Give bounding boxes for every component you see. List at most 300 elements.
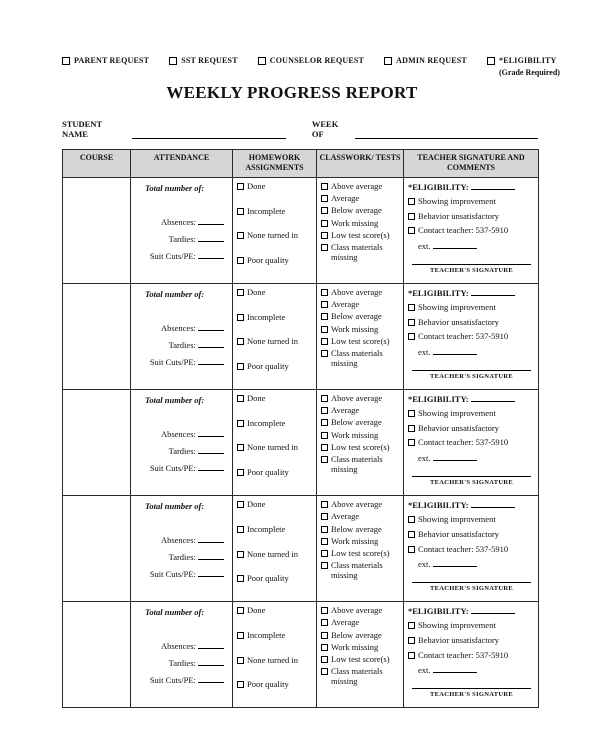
classwork-option xyxy=(321,288,400,298)
suit-cuts-field[interactable] xyxy=(198,675,224,683)
classwork-cell xyxy=(317,177,404,283)
option-label: Done xyxy=(247,180,266,191)
option-label: Average xyxy=(331,405,360,416)
suit-cuts-line xyxy=(135,675,224,685)
checkbox-icon[interactable] xyxy=(237,363,244,370)
checkbox-icon[interactable] xyxy=(408,516,415,523)
ext-field[interactable] xyxy=(433,241,477,249)
classwork-option xyxy=(321,561,400,581)
signature-field[interactable] xyxy=(412,469,531,477)
homework-cell xyxy=(233,283,317,389)
table-row xyxy=(63,602,539,708)
checkbox-icon[interactable] xyxy=(169,57,177,65)
checkbox-icon[interactable] xyxy=(321,644,328,651)
tardies-label: Tardies: xyxy=(168,445,196,456)
homework-cell xyxy=(233,495,317,601)
tardies-field[interactable] xyxy=(198,446,224,454)
course-cell[interactable] xyxy=(63,602,131,708)
homework-option xyxy=(237,182,313,192)
suit-cuts-line xyxy=(135,569,224,579)
checkbox-icon[interactable] xyxy=(321,220,328,227)
eligibility-field[interactable] xyxy=(471,394,515,402)
classwork-option xyxy=(321,206,400,216)
classwork-cell xyxy=(317,283,404,389)
suit-cuts-field[interactable] xyxy=(198,251,224,259)
classwork-option xyxy=(321,312,400,322)
teacher-option xyxy=(408,515,535,525)
suit-cuts-label: Suit Cuts/PE: xyxy=(149,250,196,261)
teacher-option xyxy=(408,332,535,342)
signature-area xyxy=(408,469,535,486)
signature-area xyxy=(408,363,535,380)
classwork-option xyxy=(321,631,400,641)
classwork-option xyxy=(321,219,400,229)
classwork-option xyxy=(321,500,400,510)
checkbox-icon[interactable] xyxy=(321,289,328,296)
checkbox-icon[interactable] xyxy=(321,607,328,614)
option-label: Class materials missing xyxy=(331,560,383,581)
suit-cuts-line xyxy=(135,463,224,473)
tardies-field[interactable] xyxy=(198,658,224,666)
tardies-line xyxy=(135,552,224,562)
absences-line xyxy=(135,323,224,333)
option-label: Low test score(s) xyxy=(331,229,390,240)
option-label: Contact teacher: 537-5910 xyxy=(418,331,509,342)
homework-option xyxy=(237,313,313,323)
homework-cell xyxy=(233,389,317,495)
homework-option xyxy=(237,419,313,429)
course-cell[interactable] xyxy=(63,389,131,495)
checkbox-icon[interactable] xyxy=(408,333,415,340)
option-label: Showing improvement xyxy=(418,513,496,524)
eligibility-field[interactable] xyxy=(471,288,515,296)
signature-field[interactable] xyxy=(412,681,531,689)
teacher-option xyxy=(408,621,535,631)
suit-cuts-field[interactable] xyxy=(198,463,224,471)
classwork-option xyxy=(321,349,400,369)
option-label: Done xyxy=(247,605,266,616)
checkbox-icon[interactable] xyxy=(408,425,415,432)
option-label: Above average xyxy=(331,605,383,616)
option-label: Done xyxy=(247,498,266,509)
option-label: Below average xyxy=(331,523,382,534)
request-option-eligibility xyxy=(487,56,560,77)
signature-field[interactable] xyxy=(412,363,531,371)
classwork-option xyxy=(321,431,400,441)
signature-label: TEACHER'S SIGNATURE xyxy=(429,585,514,593)
tardies-field[interactable] xyxy=(198,552,224,560)
checkbox-icon[interactable] xyxy=(321,407,328,414)
attendance-cell xyxy=(131,177,233,283)
absences-field[interactable] xyxy=(198,217,224,225)
option-label: Below average xyxy=(331,629,382,640)
checkbox-icon[interactable] xyxy=(321,562,328,569)
extension-line xyxy=(418,241,535,251)
absences-field[interactable] xyxy=(198,535,224,543)
checkbox-icon[interactable] xyxy=(321,501,328,508)
checkbox-icon[interactable] xyxy=(408,410,415,417)
homework-option xyxy=(237,231,313,241)
checkbox-icon[interactable] xyxy=(321,395,328,402)
eligibility-field[interactable] xyxy=(471,500,515,508)
option-label: Average xyxy=(331,617,360,628)
checkbox-icon[interactable] xyxy=(321,313,328,320)
checkbox-icon[interactable] xyxy=(237,551,244,558)
checkbox-icon[interactable] xyxy=(408,546,415,553)
request-option-sst xyxy=(169,56,238,65)
classwork-option xyxy=(321,443,400,453)
column-header-classwork: CLASSWORK/ TESTS xyxy=(317,150,404,178)
option-label: Below average xyxy=(331,417,382,428)
tardies-field[interactable] xyxy=(198,234,224,242)
homework-cell xyxy=(233,602,317,708)
teacher-option xyxy=(408,409,535,419)
option-label: Average xyxy=(331,299,360,310)
absences-label: Absences: xyxy=(160,428,196,439)
signature-label: TEACHER'S SIGNATURE xyxy=(429,373,514,381)
option-label: Low test score(s) xyxy=(331,548,390,559)
student-name-field[interactable] xyxy=(132,130,286,139)
checkbox-icon[interactable] xyxy=(237,632,244,639)
student-name-label: STUDENT NAME xyxy=(62,119,102,139)
absences-field[interactable] xyxy=(198,429,224,437)
option-label: None turned in xyxy=(247,230,298,241)
signature-field[interactable] xyxy=(412,575,531,583)
option-label: Poor quality xyxy=(247,679,289,690)
checkbox-icon[interactable] xyxy=(487,57,495,65)
ext-label: ext. xyxy=(418,665,431,676)
request-option-label: ADMIN REQUEST xyxy=(396,56,467,65)
checkbox-icon[interactable] xyxy=(321,326,328,333)
signature-field[interactable] xyxy=(412,257,531,265)
option-label: Low test score(s) xyxy=(331,335,390,346)
classwork-option xyxy=(321,549,400,559)
checkbox-icon[interactable] xyxy=(62,57,70,65)
checkbox-icon[interactable] xyxy=(321,207,328,214)
absences-line xyxy=(135,535,224,545)
checkbox-icon[interactable] xyxy=(408,652,415,659)
signature-label: TEACHER'S SIGNATURE xyxy=(429,691,514,699)
signature-label: TEACHER'S SIGNATURE xyxy=(429,267,514,275)
eligibility-label: *ELIGIBILITY: xyxy=(408,606,469,617)
option-label: Low test score(s) xyxy=(331,654,390,665)
option-label: Incomplete xyxy=(247,311,286,322)
checkbox-icon[interactable] xyxy=(321,432,328,439)
absences-label: Absences: xyxy=(160,322,196,333)
option-label: Showing improvement xyxy=(418,620,496,631)
checkbox-icon[interactable] xyxy=(237,575,244,582)
teacher-signature-cell xyxy=(404,283,539,389)
absences-label: Absences: xyxy=(160,641,196,652)
option-label: Showing improvement xyxy=(418,301,496,312)
week-of-label: WEEK OF xyxy=(311,119,339,139)
suit-cuts-label: Suit Cuts/PE: xyxy=(149,568,196,579)
homework-option xyxy=(237,631,313,641)
checkbox-icon[interactable] xyxy=(321,444,328,451)
classwork-cell xyxy=(317,495,404,601)
checkbox-icon[interactable] xyxy=(408,227,415,234)
option-label: Work missing xyxy=(331,217,379,228)
checkbox-icon[interactable] xyxy=(237,183,244,190)
checkbox-icon[interactable] xyxy=(237,444,244,451)
option-label: Behavior unsatisfactory xyxy=(418,210,499,221)
eligibility-line xyxy=(408,288,535,298)
attendance-cell xyxy=(131,495,233,601)
checkbox-icon[interactable] xyxy=(321,668,328,675)
option-label: Done xyxy=(247,286,266,297)
classwork-option xyxy=(321,243,400,263)
homework-option xyxy=(237,337,313,347)
option-label: Class materials missing xyxy=(331,242,383,262)
absences-label: Absences: xyxy=(160,534,196,545)
checkbox-icon[interactable] xyxy=(237,526,244,533)
homework-cell xyxy=(233,177,317,283)
total-number-label: Total number of: xyxy=(145,394,205,405)
homework-option xyxy=(237,468,313,478)
total-number-label: Total number of: xyxy=(145,288,205,299)
ext-field[interactable] xyxy=(433,347,477,355)
option-label: None turned in xyxy=(247,548,298,559)
option-label: Contact teacher: 537-5910 xyxy=(418,437,509,448)
teacher-option xyxy=(408,651,535,661)
signature-label: TEACHER'S SIGNATURE xyxy=(429,479,514,487)
suit-cuts-label: Suit Cuts/PE: xyxy=(149,462,196,473)
homework-option xyxy=(237,606,313,616)
checkbox-icon[interactable] xyxy=(237,314,244,321)
checkbox-icon[interactable] xyxy=(408,439,415,446)
column-header-teacher: TEACHER SIGNATURE AND COMMENTS xyxy=(404,150,539,178)
homework-option xyxy=(237,550,313,560)
teacher-option xyxy=(408,226,535,236)
eligibility-label: *ELIGIBILITY: xyxy=(408,181,469,192)
checkbox-icon[interactable] xyxy=(408,622,415,629)
classwork-cell xyxy=(317,602,404,708)
checkbox-icon[interactable] xyxy=(321,419,328,426)
classwork-option xyxy=(321,337,400,347)
option-label: None turned in xyxy=(247,336,298,347)
request-option-admin xyxy=(384,56,467,65)
ext-label: ext. xyxy=(418,453,431,464)
teacher-signature-cell xyxy=(404,177,539,283)
checkbox-icon[interactable] xyxy=(237,395,244,402)
checkbox-icon[interactable] xyxy=(237,469,244,476)
checkbox-icon[interactable] xyxy=(237,420,244,427)
option-label: Average xyxy=(331,511,360,522)
request-option-label: *ELIGIBILITY xyxy=(499,56,557,65)
eligibility-line xyxy=(408,500,535,510)
classwork-option xyxy=(321,231,400,241)
column-header-attendance: ATTENDANCE xyxy=(131,150,233,178)
total-number-label: Total number of: xyxy=(145,607,205,618)
checkbox-icon[interactable] xyxy=(321,350,328,357)
option-label: Behavior unsatisfactory xyxy=(418,316,499,327)
tardies-field[interactable] xyxy=(198,340,224,348)
eligibility-field[interactable] xyxy=(471,606,515,614)
classwork-option xyxy=(321,406,400,416)
checkbox-icon[interactable] xyxy=(237,607,244,614)
classwork-option xyxy=(321,525,400,535)
checkbox-icon[interactable] xyxy=(321,244,328,251)
option-label: Incomplete xyxy=(247,523,286,534)
signature-area xyxy=(408,575,535,592)
total-number-label: Total number of: xyxy=(145,500,205,511)
homework-option xyxy=(237,680,313,690)
option-label: Poor quality xyxy=(247,573,289,584)
checkbox-icon[interactable] xyxy=(384,57,392,65)
checkbox-icon[interactable] xyxy=(321,338,328,345)
checkbox-icon[interactable] xyxy=(408,319,415,326)
option-label: Done xyxy=(247,392,266,403)
option-label: Below average xyxy=(331,205,382,216)
eligibility-label: *ELIGIBILITY: xyxy=(408,393,469,404)
eligibility-label: *ELIGIBILITY: xyxy=(408,499,469,510)
option-label: Below average xyxy=(331,311,382,322)
request-type-bar xyxy=(62,56,560,77)
checkbox-icon[interactable] xyxy=(321,526,328,533)
classwork-option xyxy=(321,455,400,475)
table-row xyxy=(63,389,539,495)
absences-line xyxy=(135,641,224,651)
column-header-course: COURSE xyxy=(63,150,131,178)
signature-area xyxy=(408,257,535,274)
option-label: Class materials missing xyxy=(331,348,383,368)
option-label: Contact teacher: 537-5910 xyxy=(418,225,509,236)
checkbox-icon[interactable] xyxy=(321,456,328,463)
suit-cuts-field[interactable] xyxy=(198,569,224,577)
teacher-option xyxy=(408,424,535,434)
classwork-option xyxy=(321,182,400,192)
option-label: Incomplete xyxy=(247,205,286,216)
checkbox-icon[interactable] xyxy=(237,657,244,664)
extension-line xyxy=(418,453,535,463)
option-label: Behavior unsatisfactory xyxy=(418,422,499,433)
checkbox-icon[interactable] xyxy=(408,304,415,311)
option-label: Behavior unsatisfactory xyxy=(418,634,499,645)
checkbox-icon[interactable] xyxy=(237,681,244,688)
checkbox-icon[interactable] xyxy=(258,57,266,65)
teacher-option xyxy=(408,197,535,207)
teacher-option xyxy=(408,438,535,448)
absences-label: Absences: xyxy=(160,216,196,227)
column-header-homework: HOMEWORK ASSIGNMENTS xyxy=(233,150,317,178)
teacher-option xyxy=(408,318,535,328)
checkbox-icon[interactable] xyxy=(321,538,328,545)
option-label: Showing improvement xyxy=(418,195,496,206)
ext-field[interactable] xyxy=(433,559,477,567)
checkbox-icon[interactable] xyxy=(408,213,415,220)
eligibility-field[interactable] xyxy=(471,182,515,190)
option-label: Incomplete xyxy=(247,417,286,428)
teacher-option xyxy=(408,545,535,555)
option-label: Above average xyxy=(331,498,383,509)
course-cell[interactable] xyxy=(63,283,131,389)
suit-cuts-field[interactable] xyxy=(198,357,224,365)
homework-option xyxy=(237,394,313,404)
classwork-option xyxy=(321,606,400,616)
ext-field[interactable] xyxy=(433,453,477,461)
checkbox-icon[interactable] xyxy=(237,289,244,296)
checkbox-icon[interactable] xyxy=(321,301,328,308)
classwork-option xyxy=(321,667,400,687)
classwork-option xyxy=(321,194,400,204)
eligibility-line xyxy=(408,394,535,404)
absences-field[interactable] xyxy=(198,641,224,649)
total-number-label: Total number of: xyxy=(145,182,205,193)
checkbox-icon[interactable] xyxy=(408,198,415,205)
option-label: Above average xyxy=(331,392,383,403)
ext-field[interactable] xyxy=(433,665,477,673)
report-table-body xyxy=(63,177,539,707)
request-option-parent xyxy=(62,56,149,65)
homework-option xyxy=(237,500,313,510)
checkbox-icon[interactable] xyxy=(237,208,244,215)
homework-option xyxy=(237,207,313,217)
checkbox-icon[interactable] xyxy=(237,338,244,345)
request-option-counselor xyxy=(258,56,364,65)
tardies-line xyxy=(135,340,224,350)
checkbox-icon[interactable] xyxy=(321,632,328,639)
option-label: Incomplete xyxy=(247,629,286,640)
course-cell[interactable] xyxy=(63,495,131,601)
tardies-label: Tardies: xyxy=(168,233,196,244)
eligibility-label: *ELIGIBILITY: xyxy=(408,287,469,298)
table-row xyxy=(63,495,539,601)
suit-cuts-line xyxy=(135,357,224,367)
tardies-line xyxy=(135,446,224,456)
checkbox-icon[interactable] xyxy=(321,232,328,239)
teacher-option xyxy=(408,530,535,540)
attendance-cell xyxy=(131,389,233,495)
checkbox-icon[interactable] xyxy=(408,637,415,644)
checkbox-icon[interactable] xyxy=(408,531,415,538)
suit-cuts-line xyxy=(135,251,224,261)
checkbox-icon[interactable] xyxy=(321,619,328,626)
week-of-field[interactable] xyxy=(355,130,538,139)
checkbox-icon[interactable] xyxy=(321,656,328,663)
course-cell[interactable] xyxy=(63,177,131,283)
option-label: Contact teacher: 537-5910 xyxy=(418,649,509,660)
classwork-option xyxy=(321,418,400,428)
ext-label: ext. xyxy=(418,241,431,252)
option-label: Work missing xyxy=(331,641,379,652)
checkbox-icon[interactable] xyxy=(321,195,328,202)
option-label: Poor quality xyxy=(247,255,289,266)
option-label: Poor quality xyxy=(247,361,289,372)
absences-field[interactable] xyxy=(198,323,224,331)
classwork-option xyxy=(321,618,400,628)
checkbox-icon[interactable] xyxy=(321,183,328,190)
checkbox-icon[interactable] xyxy=(321,513,328,520)
option-label: Work missing xyxy=(331,429,379,440)
attendance-cell xyxy=(131,602,233,708)
option-label: Class materials missing xyxy=(331,454,383,474)
checkbox-icon[interactable] xyxy=(321,550,328,557)
classwork-cell xyxy=(317,389,404,495)
absences-line xyxy=(135,429,224,439)
homework-option xyxy=(237,288,313,298)
option-label: Work missing xyxy=(331,535,379,546)
option-label: Work missing xyxy=(331,323,379,334)
checkbox-icon[interactable] xyxy=(237,257,244,264)
table-row xyxy=(63,177,539,283)
tardies-line xyxy=(135,234,224,244)
checkbox-icon[interactable] xyxy=(237,232,244,239)
tardies-label: Tardies: xyxy=(168,551,196,562)
option-label: None turned in xyxy=(247,654,298,665)
checkbox-icon[interactable] xyxy=(237,501,244,508)
eligibility-line xyxy=(408,606,535,616)
classwork-option xyxy=(321,300,400,310)
